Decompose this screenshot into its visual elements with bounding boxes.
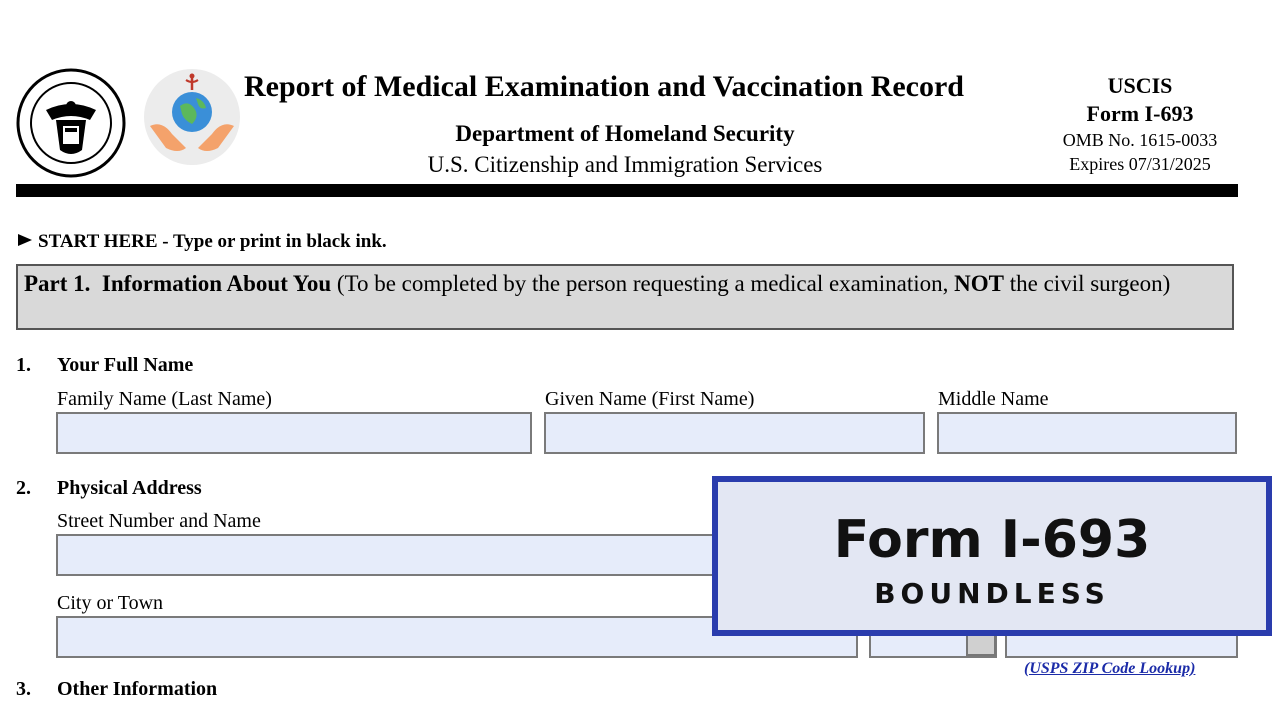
usps-zip-lookup-link[interactable]: (USPS ZIP Code Lookup) bbox=[1024, 660, 1196, 677]
q1-number: 1. bbox=[16, 354, 31, 376]
given-name-input[interactable] bbox=[544, 412, 925, 454]
triangle-right-icon bbox=[18, 234, 32, 246]
q2-number: 2. bbox=[16, 477, 31, 499]
agency-name: U.S. Citizenship and Immigration Services bbox=[427, 152, 823, 177]
form-title: Report of Medical Examination and Vaccination Record bbox=[244, 70, 964, 103]
street-label: Street Number and Name bbox=[57, 510, 261, 532]
part1-note-end: the civil surgeon) bbox=[1009, 271, 1171, 296]
part1-title: Information About You bbox=[101, 271, 332, 296]
q2-title: Physical Address bbox=[57, 477, 202, 499]
department-name: Department of Homeland Security bbox=[455, 121, 795, 146]
middle-name-input[interactable] bbox=[937, 412, 1237, 454]
dhs-seal-icon bbox=[16, 68, 126, 178]
part1-note-start: (To be completed by the person requesting a medical examination, bbox=[336, 271, 949, 296]
part1-label: Part 1. bbox=[24, 271, 91, 296]
part1-header bbox=[16, 264, 1234, 330]
start-here-instruction bbox=[18, 231, 387, 253]
omb-number: OMB No. 1615-0033 bbox=[1062, 130, 1218, 150]
globe-hands-medical-emblem-icon bbox=[142, 68, 242, 166]
boundless-badge bbox=[712, 476, 1272, 636]
city-label: City or Town bbox=[57, 592, 164, 614]
q3-number: 3. bbox=[16, 678, 31, 700]
start-text: START HERE - Type or print in black ink. bbox=[38, 231, 387, 252]
expiration-date: Expires 07/31/2025 bbox=[1069, 154, 1211, 174]
part1-note-not: NOT bbox=[954, 271, 1004, 296]
badge-title: Form I-693 bbox=[833, 510, 1151, 570]
form-id-block bbox=[1040, 72, 1240, 176]
header-divider bbox=[16, 184, 1238, 197]
given-name-label: Given Name (First Name) bbox=[545, 388, 755, 410]
badge-subtitle: BOUNDLESS bbox=[874, 577, 1110, 610]
family-name-input[interactable] bbox=[56, 412, 532, 454]
form-number: Form I-693 bbox=[1086, 101, 1194, 126]
q1-title: Your Full Name bbox=[57, 354, 194, 376]
family-name-label: Family Name (Last Name) bbox=[57, 388, 272, 410]
uscis-label: USCIS bbox=[1107, 73, 1173, 98]
street-input[interactable] bbox=[56, 534, 756, 576]
middle-name-label: Middle Name bbox=[938, 388, 1049, 410]
q3-title: Other Information bbox=[57, 678, 218, 700]
